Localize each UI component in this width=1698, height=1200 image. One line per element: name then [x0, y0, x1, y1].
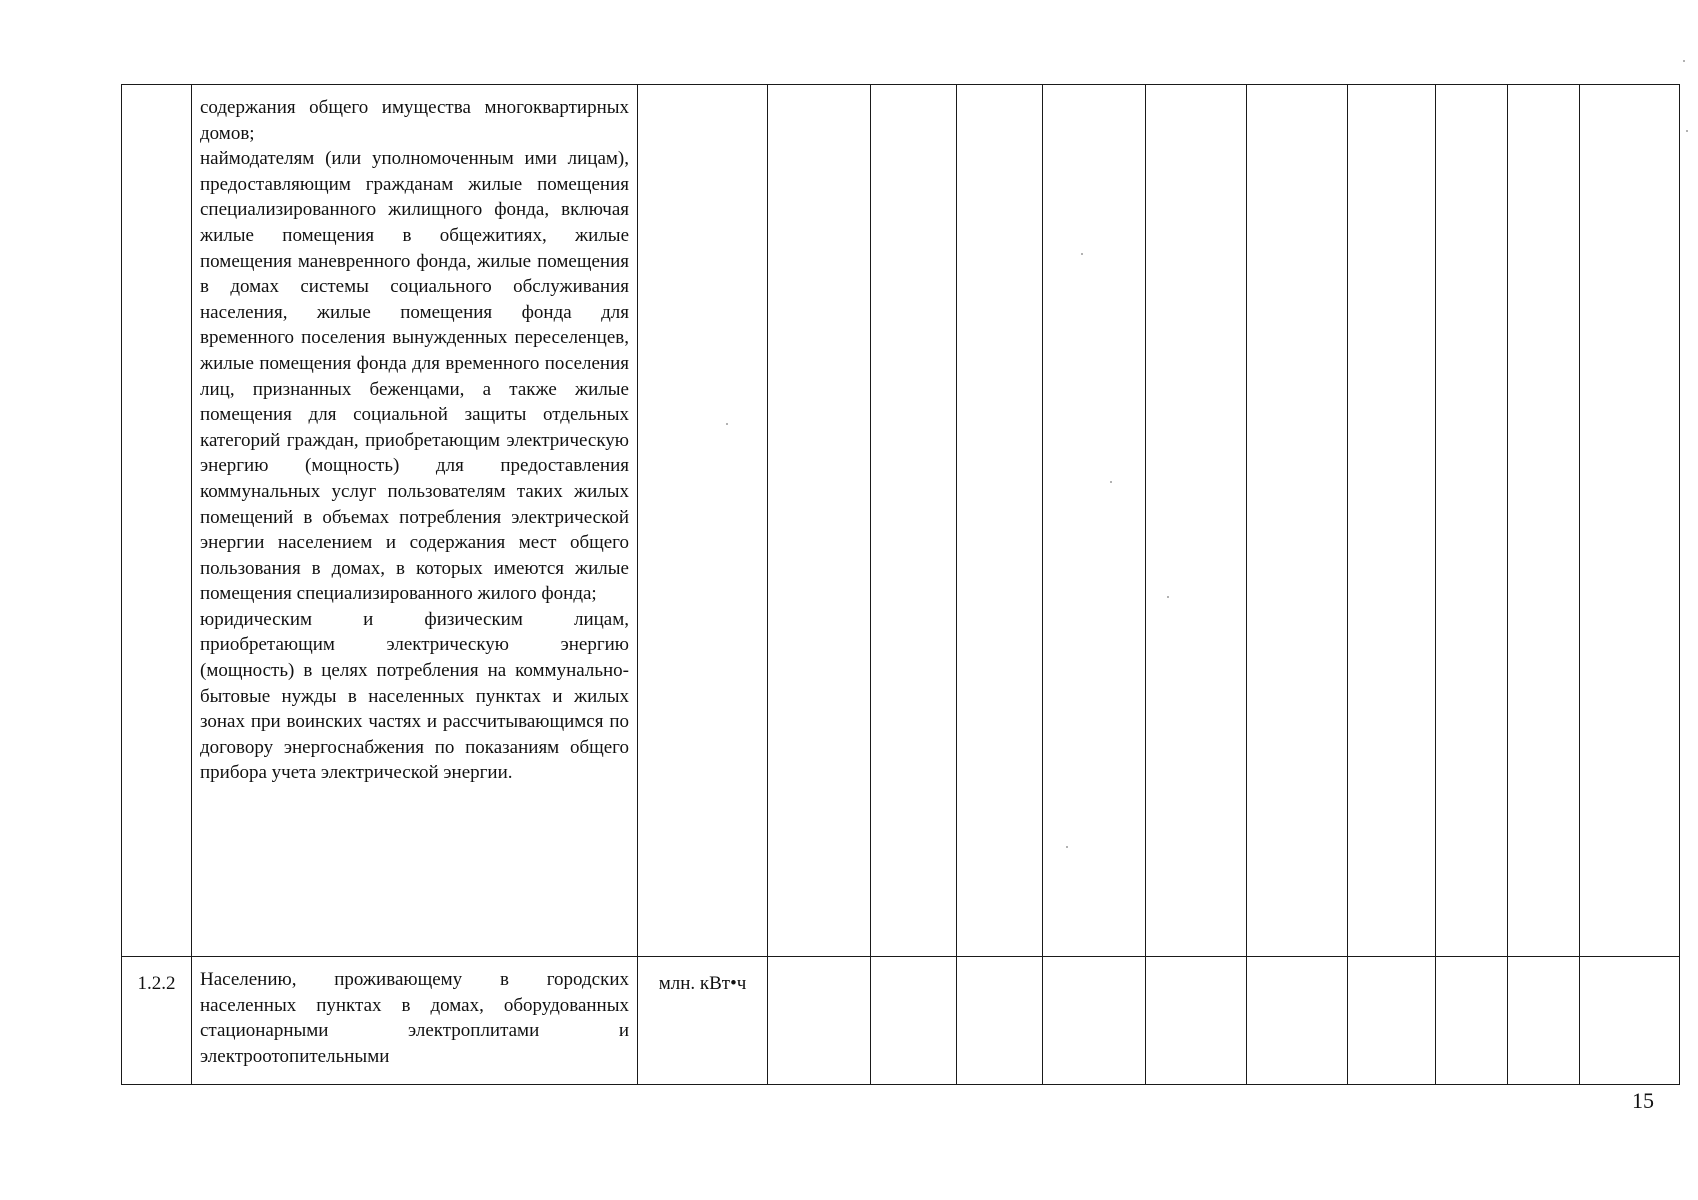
description-paragraph: наймодателям (или уполномоченным ими лицам), предоставляющим гражданам жилые помещения специализированного жилищного фонда, включая жилые помещения в общежитиях, жилые помещения маневренного фонда, жилые помещения в домах системы социального обслуживания населения, жилые помещения фонда для временного поселения вынужденных переселенцев, жилые помещения фонда для временного поселения лиц, признанных беженцами, а также жилые помещения для социальной защиты отдельных категорий граждан, приобретающим электрическую энергию (мощность) для предоставления коммунальных услуг пользователям таких жилых помещений в объемах потребления электрической энергии населением и содержания мест общего пользования в домах, в которых имеются жилые помещения специализированного жилого фонда; — [200, 148, 629, 605]
table-row — [122, 85, 1680, 957]
value-cell — [768, 85, 871, 957]
value-cell — [1348, 957, 1436, 1085]
value-cell — [1436, 957, 1508, 1085]
data-table — [121, 84, 1680, 1085]
description-cell — [192, 85, 638, 957]
value-cell — [957, 957, 1043, 1085]
value-cell — [768, 957, 871, 1085]
value-cell — [1348, 85, 1436, 957]
value-cell — [1508, 85, 1580, 957]
value-cell — [1146, 957, 1247, 1085]
value-cell — [1146, 85, 1247, 957]
scan-speck — [1081, 253, 1083, 255]
value-cell — [1247, 85, 1348, 957]
page-number: 15 — [1632, 1088, 1654, 1113]
unit-cell — [638, 957, 768, 1085]
row-number-cell — [122, 957, 192, 1085]
unit-cell — [638, 85, 768, 957]
value-cell — [871, 957, 957, 1085]
scan-speck — [726, 423, 728, 425]
row-number-cell — [122, 85, 192, 957]
description-paragraph: Населению, проживающему в городских населенных пунктах в домах, оборудованных стационарными электроплитами и электроотопительными — [200, 969, 629, 1067]
value-cell — [871, 85, 957, 957]
value-cell — [1580, 957, 1680, 1085]
scan-speck — [1110, 481, 1112, 483]
scan-speck — [1167, 596, 1169, 598]
value-cell — [1436, 85, 1508, 957]
description-cell — [192, 957, 638, 1085]
value-cell — [1508, 957, 1580, 1085]
scan-speck — [1686, 130, 1688, 132]
description-paragraph: содержания общего имущества многоквартирных домов; — [200, 97, 629, 144]
row-number: 1.2.2 — [137, 973, 176, 994]
unit-label: млн. кВт•ч — [658, 973, 747, 994]
value-cell — [1580, 85, 1680, 957]
value-cell — [1043, 957, 1146, 1085]
value-cell — [957, 85, 1043, 957]
description-paragraph: юридическим и физическим лицам, приобретающим электрическую энергию (мощность) в целях потребления на коммунально-бытовые нужды в населенных пунктах и жилых зонах при воинских частях и рассчитывающимся по договору энергоснабжения по показаниям общего прибора учета электрической энергии. — [200, 608, 629, 784]
scan-speck — [1066, 846, 1068, 848]
scan-speck — [1683, 60, 1685, 62]
table-row — [122, 957, 1680, 1085]
value-cell — [1043, 85, 1146, 957]
value-cell — [1247, 957, 1348, 1085]
